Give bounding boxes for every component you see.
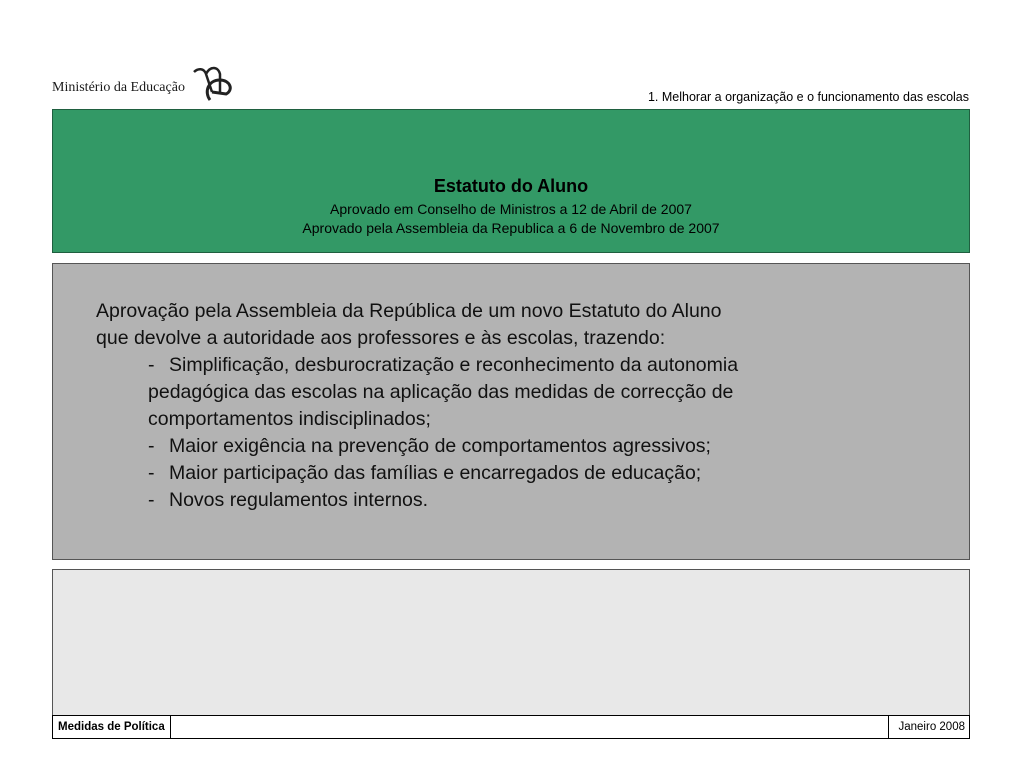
list-item-text: pedagógica das escolas na aplicação das medidas de correcção de xyxy=(148,381,734,403)
footer-date: Janeiro 2008 xyxy=(888,716,970,738)
bullet-list xyxy=(96,352,929,514)
footer-spacer xyxy=(171,716,888,738)
list-item-text: Novos regulamentos internos. xyxy=(169,489,429,511)
content-panel xyxy=(52,263,970,560)
list-item xyxy=(96,406,929,433)
section-title: 1. Melhorar a organização e o funcionamento das escolas xyxy=(647,90,969,104)
banner-title: Estatuto do Aluno xyxy=(433,176,589,196)
intro-line-2: que devolve a autoridade aos professores e às escolas, trazendo: xyxy=(96,327,666,349)
ministry-logo xyxy=(52,62,242,104)
title-banner xyxy=(52,109,970,253)
list-item-text: Maior exigência na prevenção de comportamentos agressivos; xyxy=(169,435,711,457)
list-item xyxy=(96,379,929,406)
bullet-dash: - xyxy=(148,489,155,511)
list-item-text: Maior participação das famílias e encarregados de educação; xyxy=(169,462,702,484)
list-item xyxy=(96,433,929,460)
list-item-text: Simplificação, desburocratização e reconhecimento da autonomia xyxy=(169,354,739,376)
logo-text: Ministério da Educação xyxy=(52,80,185,95)
banner-line-1: Aprovado em Conselho de Ministros a 12 de Abril de 2007 xyxy=(330,201,692,217)
bullet-dash: - xyxy=(148,435,155,457)
list-item xyxy=(96,352,929,379)
footer-bar xyxy=(52,715,970,739)
bullet-dash: - xyxy=(148,354,155,376)
footer-category: Medidas de Política xyxy=(53,716,171,738)
list-item xyxy=(96,460,929,487)
bullet-dash: - xyxy=(148,462,155,484)
banner-line-2: Aprovado pela Assembleia da Republica a 6 de Novembro de 2007 xyxy=(302,220,720,236)
intro-line-1: Aprovação pela Assembleia da República de um novo Estatuto do Aluno xyxy=(96,300,722,322)
list-item xyxy=(96,487,929,514)
empty-panel xyxy=(52,569,970,716)
me-logo-icon xyxy=(190,62,240,104)
list-item-text: comportamentos indisciplinados; xyxy=(148,408,431,430)
